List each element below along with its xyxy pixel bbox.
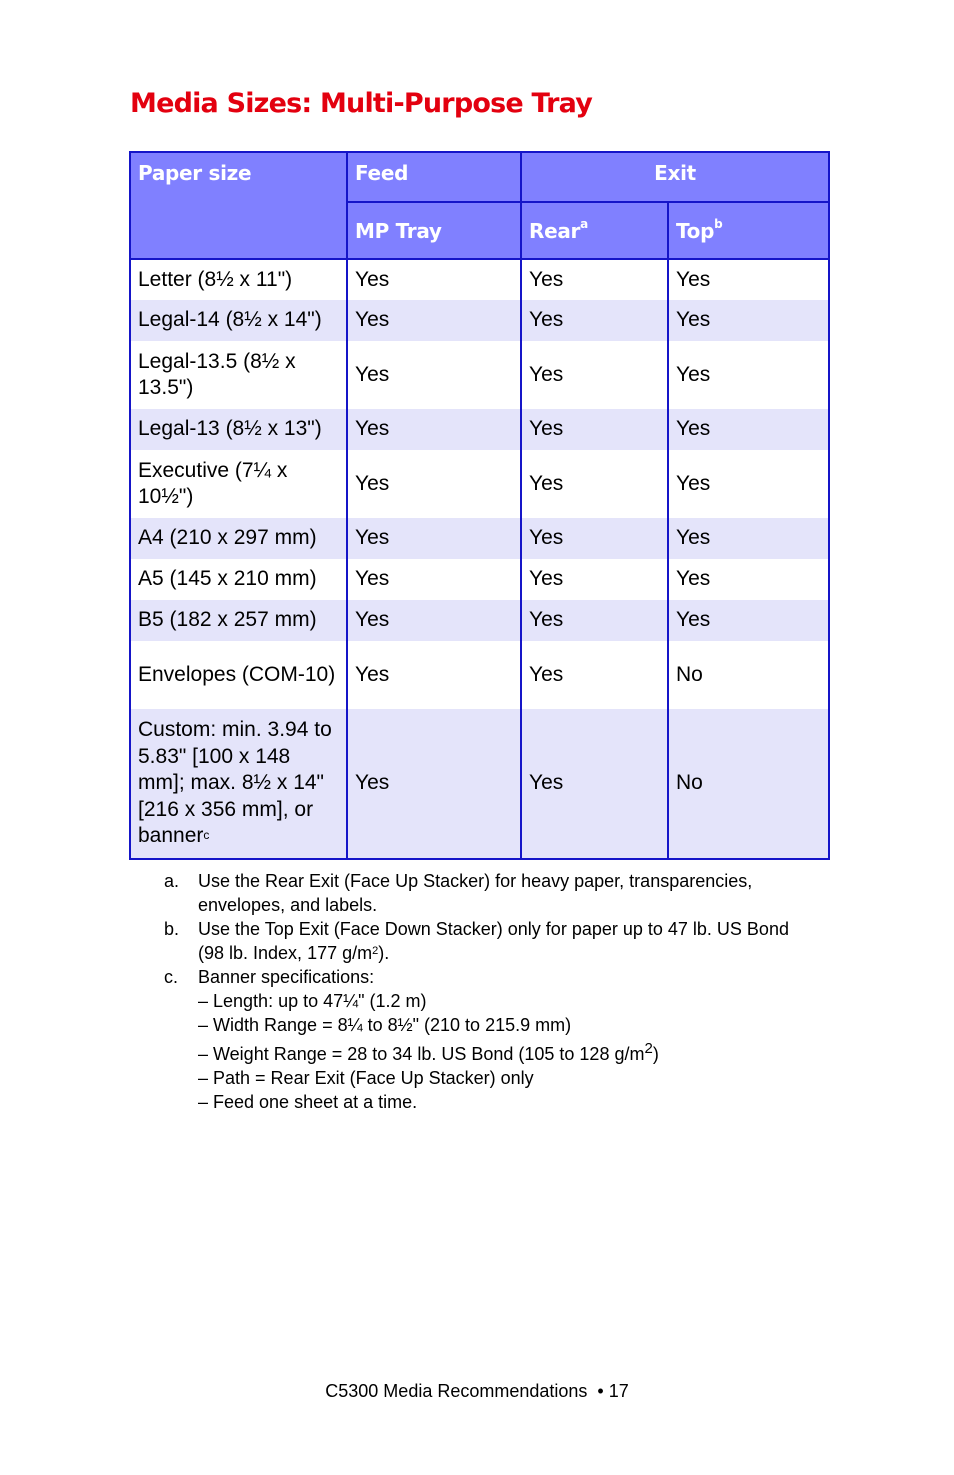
table-row [130,409,829,450]
paper-size-cell: B5 (182 x 257 mm) [130,600,347,641]
top-exit-cell: No [668,709,829,859]
table-row [130,559,829,600]
mp-tray-cell: Yes [347,709,521,859]
table-row [130,341,829,409]
footnote-ref-b: b [714,216,723,231]
top-exit-cell: No [668,641,829,709]
banner-spec-item: – Feed one sheet at a time. [198,1092,418,1112]
mp-tray-cell: Yes [347,559,521,600]
rear-exit-cell: Yes [521,641,668,709]
rear-exit-cell: Yes [521,518,668,559]
header-paper-size: Paper size [130,152,347,259]
paper-size-cell: Legal-13 (8½ x 13") [130,409,347,450]
mp-tray-cell: Yes [347,409,521,450]
paper-size-cell: A5 (145 x 210 mm) [130,559,347,600]
table-row [130,300,829,341]
top-exit-cell: Yes [668,409,829,450]
paper-size-cell: Legal-14 (8½ x 14") [130,300,347,341]
mp-tray-cell: Yes [347,300,521,341]
mp-tray-cell: Yes [347,259,521,300]
rear-exit-cell: Yes [521,450,668,518]
header-feed: Feed [347,152,521,202]
page-footer: C5300 Media Recommendations • 17 [325,1381,629,1401]
banner-spec-item: – Weight Range = 28 to 34 lb. US Bond (105 to 128 $g/m^2$) [198,1040,659,1064]
mp-tray-cell: Yes [347,341,521,409]
banner-spec-item: – Width Range = 8¼ to 8½" (210 to 215.9 mm) [198,1015,572,1035]
footnotes [164,869,804,1114]
header-mp-tray: MP Tray [347,202,521,259]
paper-size-cell: Custom: min. 3.94 to 5.83" [100 x 148 mm]; max. 8½ x 14" [216 x 356 mm], or banner$^c$ [130,709,347,859]
footnote-text: Use the Rear Exit (Face Up Stacker) for heavy paper, transparencies, envelopes, and labels. [198,871,753,915]
top-exit-cell: Yes [668,341,829,409]
header-top: Top$^b$ [668,202,829,259]
mp-tray-cell: Yes [347,600,521,641]
paper-size-cell: Envelopes (COM-10) [130,641,347,709]
footnote-text: Use the Top Exit (Face Down Stacker) only for paper up to 47 lb. US Bond (98 lb. Index, 177 $g/m^2$). [198,919,789,963]
media-sizes-table [129,151,830,860]
banner-spec-item: – Path = Rear Exit (Face Up Stacker) only [198,1068,534,1088]
footnote-label: c. [164,967,179,987]
table-row [130,518,829,559]
paper-size-cell: A4 (210 x 297 mm) [130,518,347,559]
banner-spec-item: – Length: up to 47¼" (1.2 m) [198,991,427,1011]
footnote-label: b. [164,919,180,939]
footnote-b [164,917,804,965]
footnote-c [164,965,804,989]
top-exit-cell: Yes [668,559,829,600]
page-title: Media Sizes: Multi-Purpose Tray [130,88,593,119]
rear-exit-cell: Yes [521,600,668,641]
footnote-ref-a: a [580,216,588,231]
header-rear: Rear$^a$ [521,202,668,259]
table-row [130,600,829,641]
rear-exit-cell: Yes [521,341,668,409]
rear-exit-cell: Yes [521,409,668,450]
rear-exit-cell: Yes [521,559,668,600]
table-row [130,259,829,300]
top-exit-cell: Yes [668,600,829,641]
top-exit-cell: Yes [668,300,829,341]
rear-exit-cell: Yes [521,300,668,341]
top-exit-cell: Yes [668,518,829,559]
mp-tray-cell: Yes [347,641,521,709]
top-exit-cell: Yes [668,259,829,300]
table-row [130,450,829,518]
paper-size-cell: Executive (7¼ x 10½") [130,450,347,518]
mp-tray-cell: Yes [347,450,521,518]
footnote-a [164,869,804,917]
footnote-text: Banner specifications: [198,967,375,987]
footnote-ref-c: c [203,828,210,843]
top-exit-cell: Yes [668,450,829,518]
paper-size-cell: Legal-13.5 (8½ x 13.5") [130,341,347,409]
table-row [130,709,829,859]
header-exit: Exit [521,152,829,202]
table-row [130,641,829,709]
paper-size-cell: Letter (8½ x 11") [130,259,347,300]
rear-exit-cell: Yes [521,259,668,300]
mp-tray-cell: Yes [347,518,521,559]
footnote-label: a. [164,871,180,891]
rear-exit-cell: Yes [521,709,668,859]
